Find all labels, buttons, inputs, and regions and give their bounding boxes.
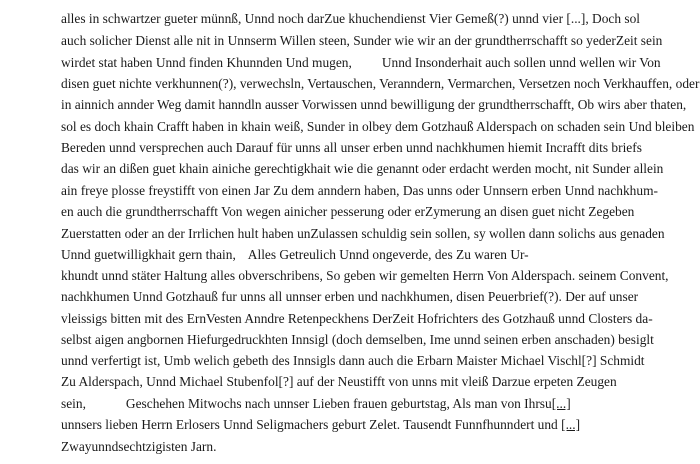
text-line-7: Bereden unnd versprechen auch Darauf für unns all unser erben unnd nachkhumen hiemit Incrafft dits briefs	[61, 140, 642, 155]
text-line-11: Zuerstatten oder an der Irrlichen hult haben unZulassen schuldig sein sollen, sy wollen dann solichs aus genaden	[61, 226, 665, 241]
text-line-20-part-1: unnsers lieben Herrn Erlosers Unnd Seligmachers geburt Zelet. Tausendt Funnfhunndert und	[61, 417, 562, 432]
text-line-1: alles in schwartzer gueter münnß, Unnd noch darZue khuchendienst Vier Gemeß(?) unnd vier [...], Doch sol	[61, 11, 641, 26]
text-line-3-part-2: Unnd Insonderhait auch sollen unnd wellen wir Von	[381, 55, 661, 70]
text-line-10: en auch die grundtherrschafft Von wegen ainicher pesserung oder erZymerung an disen guet nicht Zegeben	[61, 204, 635, 219]
text-line-14: nachkhumen Unnd Gotzhauß fur unns all unnser erben und nachkhumen, disen Peuerbrief(?). Der auf unser	[61, 289, 639, 304]
text-line-6: sol es doch khain Crafft haben in khain weiß, Sunder in olbey dem Gotzhauß Alderspach on schaden sein Und bleiben	[61, 119, 695, 134]
text-line-20	[61, 416, 580, 434]
text-line-9: ain freye plosse freystifft von einen Jar Zu dem anndern haben, Das unns oder Unnsern erben Unnd nachkhum-	[61, 183, 658, 198]
text-line-8: das wir an dißen guet khain ainiche gerechtigkhait wie die genannt oder erdacht werden mocht, nit Sunder allein	[61, 161, 664, 176]
text-line-17: unnd verfertigt ist, Umb welich gebeth des Innsigls dann auch die Erbarn Maister Michael Vischl[?] Schmidt	[61, 353, 645, 368]
text-line-18: Zu Alderspach, Unnd Michael Stubenfol[?] auf der Neustifft von unns mit vleiß Darzue erpeten Zeugen	[61, 374, 617, 389]
text-line-3	[61, 54, 661, 72]
text-line-16: selbst aigen angbornen Hiefurgedruckhten Innsigl (doch demselben, Ime unnd seinen erben anschaden) besiglt	[61, 332, 654, 347]
text-line-19-part-1: sein,	[61, 396, 86, 411]
text-line-13: khundt unnd stäter Haltung alles obverschribens, So geben wir gemelten Herrn Von Alderspach. seinem Convent,	[61, 268, 669, 283]
text-line-12-part-2: Alles Getreulich Unnd ongeverde, des Zu waren Ur-	[247, 247, 529, 262]
text-line-20-underlined: [...]	[561, 417, 581, 432]
text-line-12-part-1: Unnd guetwilligkhait gern thain,	[61, 247, 236, 262]
text-line-19	[61, 395, 571, 413]
text-line-3-part-1: wirdet stat haben Unnd finden Khunnden Und mugen,	[61, 55, 352, 70]
text-line-2: auch solicher Dienst alle nit in Unnserm Willen steen, Sunder wie wir an der grundtherrschafft so yederZeit sein	[61, 33, 663, 48]
text-line-5: in ainnich annder Weg damit hanndln ausser Vorwissen unnd bewilligung der grundtherrschafft, Ob wirs aber thaten,	[61, 97, 687, 112]
text-line-19-part-2: Geschehen Mitwochs nach unnser Lieben frauen geburtstag, Als man von Ihrsu	[125, 396, 552, 411]
text-line-12	[61, 246, 529, 264]
text-line-21: Zwayunndsechtzigisten Jarn.	[61, 439, 217, 454]
text-line-15: vleissigs bitten mit des ErnVesten Anndre Retenpeckhens DerZeit Hofrichters des Gotzhauß unnd Closters da-	[61, 311, 653, 326]
text-line-19-underlined: [...]	[551, 396, 571, 411]
text-line-4: disen guet nichte verkhunnen(?), verwechsln, Vertauschen, Veranndern, Vermarchen, Versetzen noch Verkhauffen, oder	[61, 76, 700, 91]
